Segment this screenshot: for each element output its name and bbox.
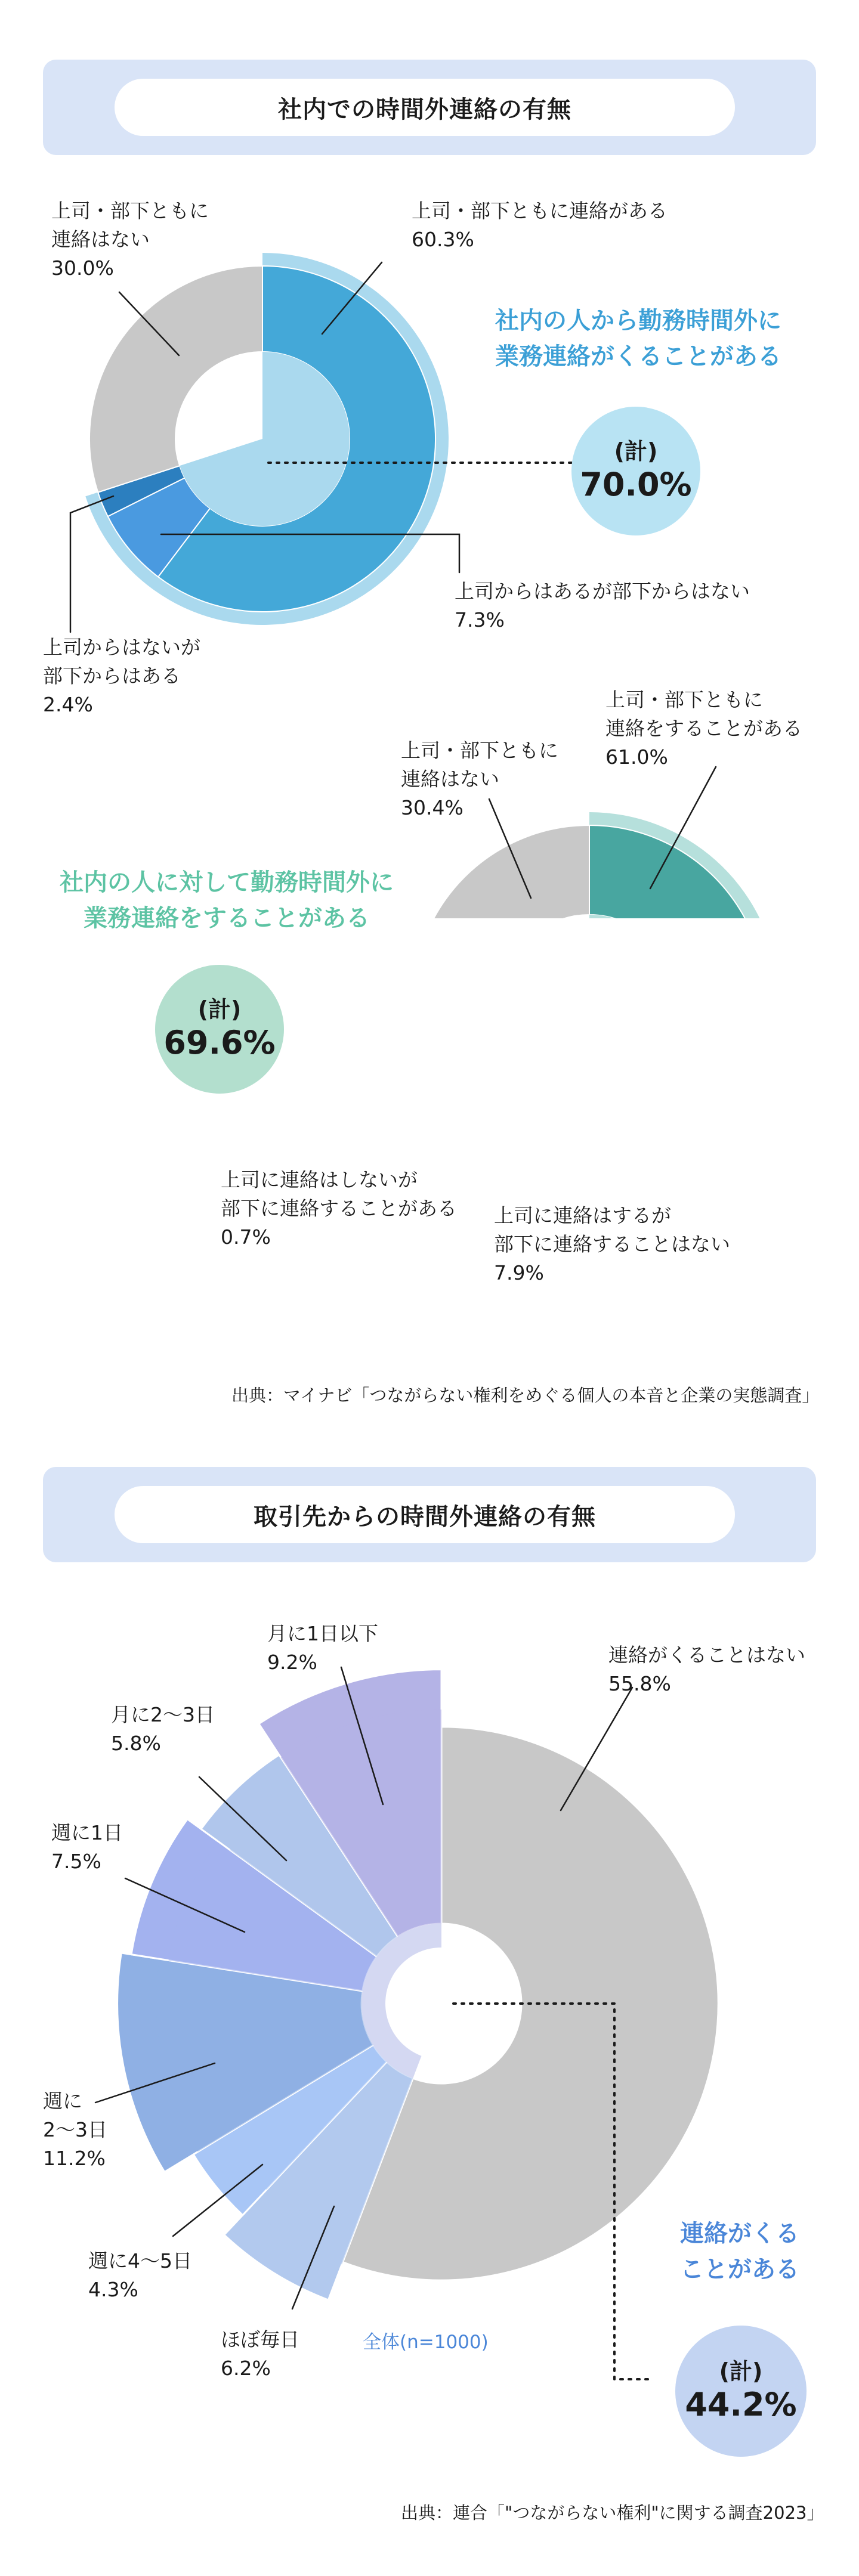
chart-c-label-week23: 週に 2〜3日 11.2%: [43, 2089, 107, 2170]
chart-a-label-sub-only: 上司からはないが 部下からはある 2.4%: [43, 636, 200, 716]
chart-b-label-boss-only: 上司に連絡はするが 部下に連絡することはない 7.9%: [494, 1204, 730, 1284]
chart-c-total-label: (計): [719, 2358, 763, 2385]
chart-a-total-circle: [571, 407, 700, 535]
chart-a-total-label: (計): [614, 438, 658, 465]
chart-b-label-both-no: 上司・部下ともに 連絡はない 30.4%: [401, 739, 558, 819]
chart-c-headline: 連絡がくる ことがある: [680, 2220, 799, 2283]
chart-b-total-circle: [155, 965, 284, 1094]
chart-c-label-month1: 月に1日以下 9.2%: [267, 1622, 378, 1674]
chart-c-label-week45: 週に4〜5日 4.3%: [88, 2249, 192, 2301]
chart-c-total-circle: [675, 2326, 807, 2457]
chart-c-base-note: 全体(n=1000): [363, 2332, 489, 2353]
chart-a-inner-wedge: [180, 352, 350, 526]
chart-b-label-both-yes: 上司・部下ともに 連絡をすることがある 61.0%: [605, 688, 802, 769]
chart-c-label-week1: 週に1日 7.5%: [51, 1821, 123, 1873]
section1-source: 出典：マイナビ「つながらない権利をめぐる個人の本音と企業の実態調査」: [231, 1385, 820, 1405]
section2-source: 出典：連合「"つながらない権利"に関する調査2023」: [401, 2503, 824, 2523]
chart-b-headline: 社内の人に対して勤務時間外に 業務連絡をすることがある: [60, 869, 394, 932]
section2-title: 取引先からの時間外連絡の有無: [115, 1486, 735, 1543]
chart-a-total-value: 70.0%: [580, 466, 692, 503]
chart-c-label-daily: ほぼ毎日 6.2%: [221, 2328, 299, 2380]
chart-a-headline: 社内の人から勤務時間外に 業務連絡がくることがある: [495, 307, 781, 370]
section2-banner: [43, 1467, 816, 1562]
section1-title: 社内での時間外連絡の有無: [115, 79, 735, 136]
chart-b-label-sub-only: 上司に連絡はしないが 部下に連絡することがある 0.7%: [221, 1168, 457, 1249]
chart-b-total-label: (計): [197, 996, 242, 1023]
chart-a-label-boss-only: 上司からはあるが部下からはない 7.3%: [455, 580, 750, 631]
chart-b-slice-3: [413, 825, 589, 918]
chart-c-label-none: 連絡がくることはない 55.8%: [608, 1643, 805, 1695]
chart-a-label-both-yes: 上司・部下ともに連絡がある 60.3%: [412, 199, 668, 251]
section1-banner: [43, 60, 816, 155]
chart-a-label-both-no: 上司・部下ともに 連絡はない 30.0%: [51, 199, 209, 280]
chart-c-total-value: 44.2%: [685, 2386, 797, 2423]
chart-b-total-value: 69.6%: [163, 1024, 276, 1061]
chart-c-label-month23: 月に2〜3日 5.8%: [111, 1703, 215, 1755]
